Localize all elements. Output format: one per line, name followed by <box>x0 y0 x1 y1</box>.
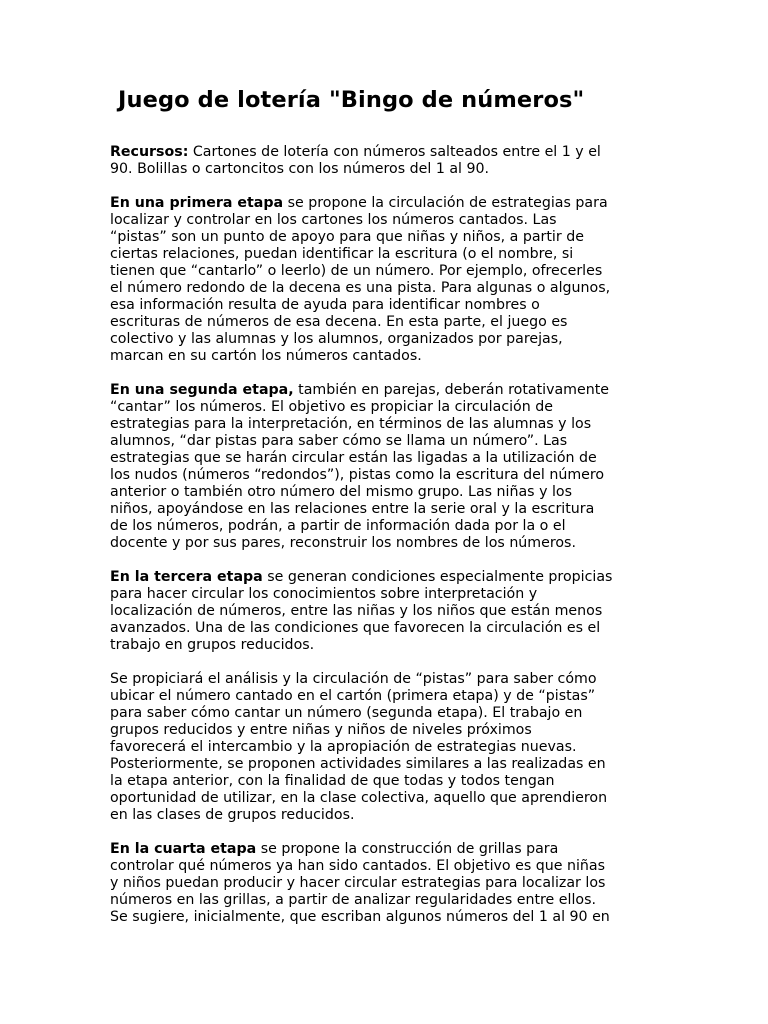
paragraph-analisis-pistas <box>110 671 670 824</box>
line-text: los nudos (números “redondos”), pistas como la escritura del número <box>110 467 605 483</box>
text-line <box>110 841 670 858</box>
line-text: grupos reducidos y entre niñas y niños de niveles próximos <box>110 722 532 738</box>
line-text: colectivo y las alumnas y los alumnos, organizados por parejas, <box>110 331 563 347</box>
paragraph-lead: En la cuarta etapa <box>110 841 257 857</box>
line-text: estrategias que se harán circular están las ligadas a la utilización de <box>110 450 597 466</box>
document-title: Juego de lotería "Bingo de números" <box>118 87 585 113</box>
text-line <box>110 535 670 552</box>
text-line <box>110 314 670 331</box>
text-line <box>110 161 670 178</box>
line-text: controlar qué números ya han sido cantados. El objetivo es que niñas <box>110 858 605 874</box>
text-line <box>110 348 670 365</box>
text-line <box>110 569 670 586</box>
line-text: Posteriormente, se proponen actividades similares a las realizadas en <box>110 756 606 772</box>
line-text: esa información resulta de ayuda para identificar nombres o <box>110 297 540 313</box>
text-line <box>110 773 670 790</box>
line-text: tienen que “cantarlo” o leerlo) de un número. Por ejemplo, ofrecerles <box>110 263 603 279</box>
text-line <box>110 246 670 263</box>
text-line <box>110 263 670 280</box>
text-line <box>110 229 670 246</box>
text-line <box>110 433 670 450</box>
paragraph-lead: Recursos: <box>110 144 189 160</box>
line-text: “cantar” los números. El objetivo es propiciar la circulación de <box>110 399 553 415</box>
line-text: en las clases de grupos reducidos. <box>110 807 355 823</box>
line-text: ubicar el número cantado en el cartón (primera etapa) y de “pistas” <box>110 688 596 704</box>
line-text: Se sugiere, inicialmente, que escriban algunos números del 1 al 90 en <box>110 909 610 925</box>
line-text: oportunidad de utilizar, en la clase colectiva, aquello que aprendieron <box>110 790 608 806</box>
line-text: Se propiciará el análisis y la circulación de “pistas” para saber cómo <box>110 671 597 687</box>
line-text: para hacer circular los conocimientos sobre interpretación y <box>110 586 538 602</box>
text-line <box>110 382 670 399</box>
text-line <box>110 280 670 297</box>
line-text: ciertas relaciones, puedan identificar la escritura (o el nombre, si <box>110 246 574 262</box>
line-text: para saber cómo cantar un número (segunda etapa). El trabajo en <box>110 705 583 721</box>
line-text: favorecerá el intercambio y la apropiación de estrategias nuevas. <box>110 739 577 755</box>
text-line <box>110 586 670 603</box>
line-text: docente y por sus pares, reconstruir los nombres de los números. <box>110 535 576 551</box>
line-text: el número redondo de la decena es una pista. Para algunas o algunos, <box>110 280 611 296</box>
line-text: y niños puedan producir y hacer circular estrategias para localizar los <box>110 875 606 891</box>
line-text: Cartones de lotería con números salteados entre el 1 y el <box>188 144 601 160</box>
paragraph-cuarta-etapa <box>110 841 670 926</box>
line-text: trabajo en grupos reducidos. <box>110 637 315 653</box>
paragraph-recursos <box>110 144 670 178</box>
line-text: niños, apoyándose en las relaciones entre la serie oral y la escritura <box>110 501 595 517</box>
paragraph-lead: En la tercera etapa <box>110 569 263 585</box>
paragraph-segunda-etapa <box>110 382 670 552</box>
text-line <box>110 518 670 535</box>
paragraph-tercera-etapa <box>110 569 670 654</box>
text-line <box>110 892 670 909</box>
line-text: localización de números, entre las niñas y los niños que están menos <box>110 603 603 619</box>
text-line <box>110 331 670 348</box>
text-line <box>110 450 670 467</box>
text-line <box>110 790 670 807</box>
text-line <box>110 620 670 637</box>
line-text: “pistas” son un punto de apoyo para que niñas y niños, a partir de <box>110 229 584 245</box>
text-line <box>110 297 670 314</box>
text-line <box>110 756 670 773</box>
line-text: alumnos, “dar pistas para saber cómo se llama un número”. Las <box>110 433 568 449</box>
document-body <box>110 144 670 943</box>
text-line <box>110 688 670 705</box>
paragraph-primera-etapa <box>110 195 670 365</box>
line-text: de los números, podrán, a partir de información dada por la o el <box>110 518 566 534</box>
text-line <box>110 739 670 756</box>
text-line <box>110 416 670 433</box>
line-text: marcan en su cartón los números cantados. <box>110 348 422 364</box>
text-line <box>110 467 670 484</box>
text-line <box>110 212 670 229</box>
line-text: localizar y controlar en los cartones los números cantados. Las <box>110 212 557 228</box>
text-line <box>110 603 670 620</box>
line-text: la etapa anterior, con la finalidad de que todas y todos tengan <box>110 773 555 789</box>
text-line <box>110 722 670 739</box>
text-line <box>110 705 670 722</box>
text-line <box>110 399 670 416</box>
text-line <box>110 484 670 501</box>
text-line <box>110 501 670 518</box>
line-text: se generan condiciones especialmente propicias <box>262 569 613 585</box>
line-text: anterior o también otro número del mismo grupo. Las niñas y los <box>110 484 572 500</box>
line-text: se propone la construcción de grillas para <box>256 841 559 857</box>
text-line <box>110 195 670 212</box>
line-text: escrituras de números de esa decena. En esta parte, el juego es <box>110 314 568 330</box>
line-text: se propone la circulación de estrategias para <box>283 195 608 211</box>
text-line <box>110 875 670 892</box>
line-text: 90. Bolillas o cartoncitos con los números del 1 al 90. <box>110 161 490 177</box>
text-line <box>110 807 670 824</box>
line-text: avanzados. Una de las condiciones que favorecen la circulación es el <box>110 620 601 636</box>
line-text: estrategias para la interpretación, en términos de las alumnas y los <box>110 416 592 432</box>
line-text: también en parejas, deberán rotativamente <box>293 382 610 398</box>
paragraph-lead: En una primera etapa <box>110 195 284 211</box>
text-line <box>110 671 670 688</box>
line-text: números en las grillas, a partir de analizar regularidades entre ellos. <box>110 892 596 908</box>
text-line <box>110 858 670 875</box>
text-line <box>110 637 670 654</box>
paragraph-lead: En una segunda etapa, <box>110 382 294 398</box>
text-line <box>110 144 670 161</box>
text-line <box>110 909 670 926</box>
